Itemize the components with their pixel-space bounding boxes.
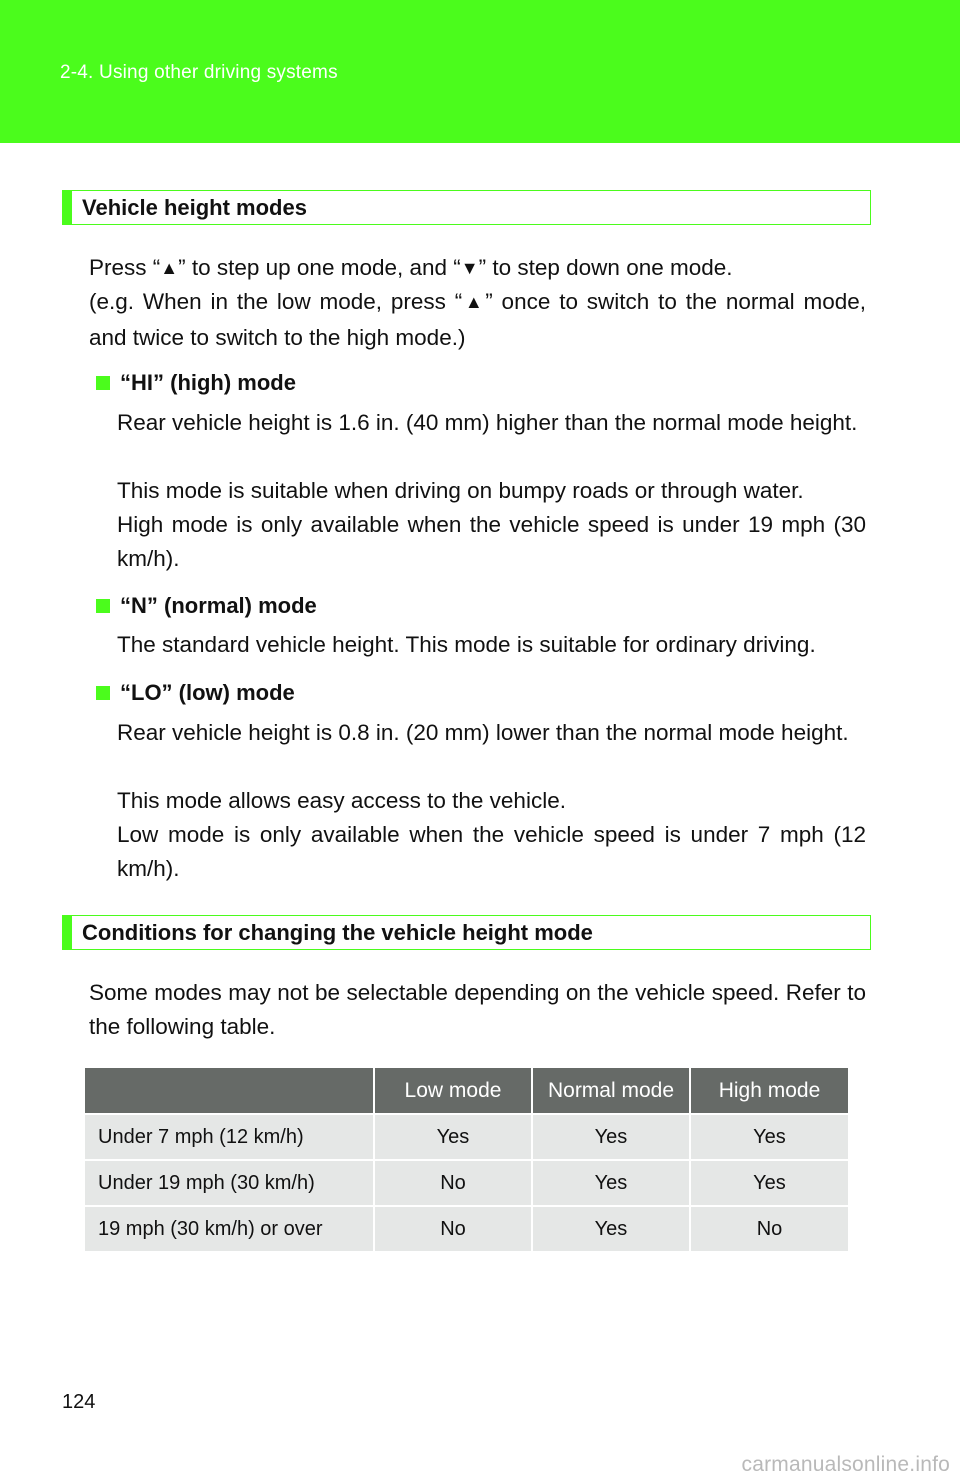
intro-text-a: Press “: [89, 255, 161, 280]
row-label: Under 19 mph (30 km/h): [85, 1160, 374, 1206]
table-header-normal: Normal mode: [532, 1068, 690, 1114]
table-header-high: High mode: [690, 1068, 848, 1114]
intro-text-c: ” to step down one mode.: [478, 255, 733, 280]
table-row: [85, 1114, 848, 1160]
intro-paragraph: [89, 251, 869, 287]
n-mode-heading: [96, 593, 317, 619]
down-arrow-icon: ▼: [460, 258, 479, 278]
lo-mode-line3: Low mode is only available when the vehicle speed is under 7 mph (12 km/h).: [117, 822, 866, 881]
example-paragraph: [89, 285, 866, 354]
bullet-square-icon: [96, 376, 110, 390]
conditions-paragraph: Some modes may not be selectable depending on the vehicle speed. Refer to the following table.: [89, 980, 866, 1039]
bullet-square-icon: [96, 599, 110, 613]
up-arrow-icon: ▲: [160, 258, 179, 278]
cell-low: No: [374, 1160, 532, 1206]
bullet-square-icon: [96, 686, 110, 700]
table-header-low: Low mode: [374, 1068, 532, 1114]
table-row: [85, 1206, 848, 1251]
cell-high: No: [690, 1206, 848, 1251]
cell-low: Yes: [374, 1114, 532, 1160]
cell-high: Yes: [690, 1114, 848, 1160]
cell-normal: Yes: [532, 1160, 690, 1206]
n-mode-line1: The standard vehicle height. This mode is suitable for ordinary driving.: [117, 632, 816, 657]
section-heading-bar: [62, 915, 871, 950]
table-header-blank: [85, 1068, 374, 1114]
hi-mode-heading-text: “HI” (high) mode: [120, 370, 296, 395]
n-mode-heading-text: “N” (normal) mode: [120, 593, 317, 618]
up-arrow-icon: ▲: [462, 292, 486, 312]
section-breadcrumb: 2-4. Using other driving systems: [60, 62, 338, 83]
intro-text-b: ” to step up one mode, and “: [178, 255, 461, 280]
section-title-vehicle-height: Vehicle height modes: [82, 195, 307, 220]
cell-high: Yes: [690, 1160, 848, 1206]
page-number: 124: [62, 1391, 96, 1413]
section-title-conditions: Conditions for changing the vehicle height mode: [82, 920, 593, 945]
mode-availability-table: [85, 1068, 848, 1251]
example-text-a: (e.g. When in the low mode, press “: [89, 289, 463, 314]
cell-normal: Yes: [532, 1114, 690, 1160]
section-heading-bar: [62, 190, 871, 225]
page-header: [0, 0, 960, 143]
lo-mode-line2: This mode allows easy access to the vehicle.: [117, 788, 566, 813]
lo-mode-heading-text: “LO” (low) mode: [120, 680, 295, 705]
lo-mode-heading: [96, 680, 295, 706]
table-header-row: [85, 1068, 848, 1114]
cell-normal: Yes: [532, 1206, 690, 1251]
cell-low: No: [374, 1206, 532, 1251]
row-label: Under 7 mph (12 km/h): [85, 1114, 374, 1160]
row-label: 19 mph (30 km/h) or over: [85, 1206, 374, 1251]
hi-mode-line2: This mode is suitable when driving on bumpy roads or through water.: [117, 478, 804, 503]
watermark-text: carmanualsonline.info: [741, 1453, 950, 1476]
hi-mode-line3: High mode is only available when the vehicle speed is under 19 mph (30 km/h).: [117, 512, 866, 571]
hi-mode-line1: Rear vehicle height is 1.6 in. (40 mm) higher than the normal mode height.: [117, 410, 858, 435]
table-row: [85, 1160, 848, 1206]
lo-mode-line1: Rear vehicle height is 0.8 in. (20 mm) lower than the normal mode height.: [117, 720, 849, 745]
hi-mode-heading: [96, 370, 296, 396]
example-text-b: ” once to switch to the normal mode, and twice to switch to the high mode.): [89, 289, 866, 350]
